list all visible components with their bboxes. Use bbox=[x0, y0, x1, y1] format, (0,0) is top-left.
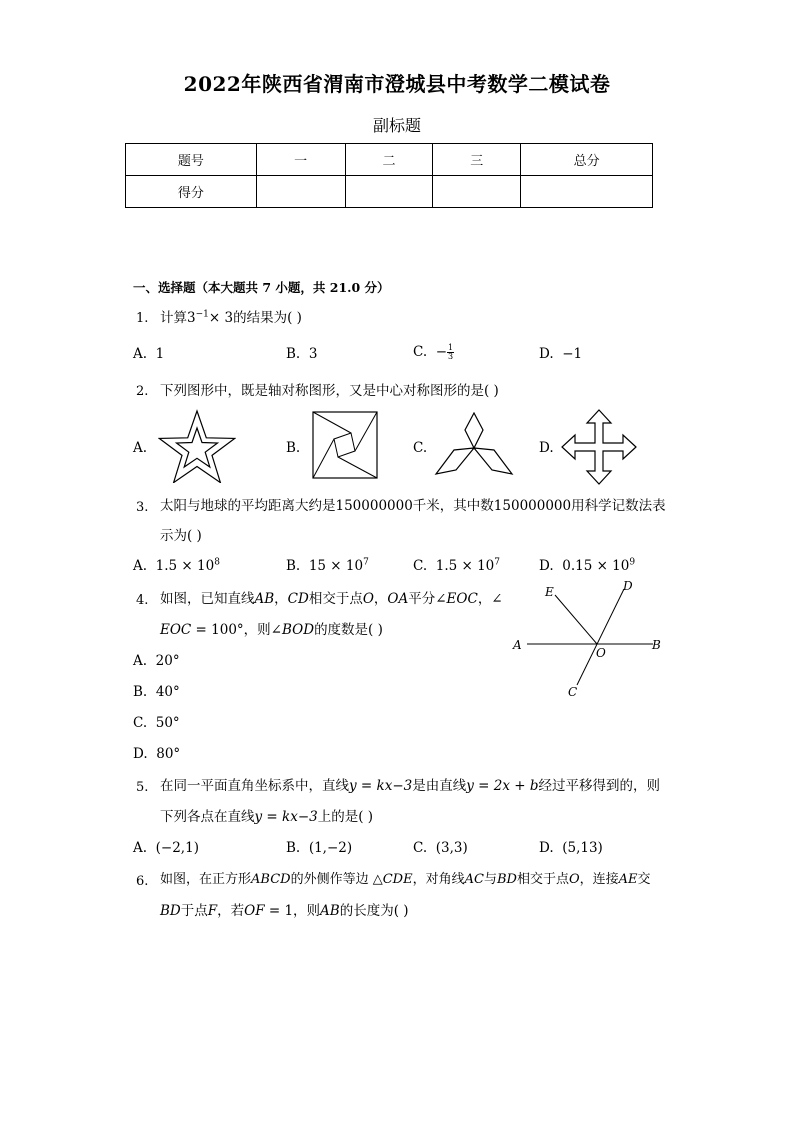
page-title: 2022年陕西省渭南市澄城县中考数学二模试卷 bbox=[183, 72, 611, 96]
q1-base: 3 bbox=[187, 310, 196, 326]
option-d: D. 80° bbox=[133, 746, 181, 762]
score-cell bbox=[521, 176, 653, 208]
score-table-header-cell: 一 bbox=[256, 144, 345, 176]
three-rhombus-figure bbox=[434, 412, 514, 476]
section-heading: 一、选择题（本大题共 7 小题，共 21.0 分） bbox=[133, 280, 390, 295]
option-d: D. bbox=[539, 440, 554, 456]
option-b: B. 3 bbox=[286, 346, 318, 362]
square-pinwheel-figure bbox=[312, 411, 378, 479]
four-arrow-figure bbox=[561, 409, 637, 485]
option-b: B. bbox=[286, 440, 301, 456]
q1-exponent: −1 bbox=[195, 309, 209, 320]
option-a: A. $1.5 \times 10^8$ bbox=[133, 557, 220, 574]
label-c: C bbox=[568, 685, 578, 699]
label-a: A bbox=[513, 638, 522, 652]
score-table-score-row bbox=[126, 176, 653, 208]
label-d: D bbox=[623, 579, 633, 593]
star-figure bbox=[158, 409, 236, 483]
q1-prefix: 计算 bbox=[160, 310, 187, 326]
score-table-header-cell: 三 bbox=[433, 144, 521, 176]
option-a: A. 20° bbox=[133, 653, 180, 669]
score-table-header-cell: 二 bbox=[345, 144, 433, 176]
option-d: D. −1 bbox=[539, 346, 583, 362]
score-row-label: 得分 bbox=[126, 176, 257, 208]
option-c: C. 50° bbox=[133, 715, 180, 731]
option-c: C. (3,3) bbox=[413, 840, 468, 856]
option-b: B. 40° bbox=[133, 684, 180, 700]
question-number: 5. bbox=[136, 780, 149, 795]
question-number: 3. bbox=[136, 500, 149, 515]
question-number: 2. bbox=[136, 384, 149, 399]
option-b: B. $15 \times 10^7$ bbox=[286, 557, 369, 574]
option-c: C. $1.5 \times 10^7$ bbox=[413, 557, 501, 574]
label-e: E bbox=[545, 585, 554, 599]
option-d: D. $0.15 \times 10^9$ bbox=[539, 557, 636, 574]
option-c: C. − $\frac{1}{3}$ bbox=[413, 343, 454, 361]
question-4-line-1: 如图，已知直线AB，CD相交于点O，OA平分∠EOC，∠ bbox=[160, 591, 503, 607]
option-a: A. bbox=[133, 440, 148, 456]
question-4-line-2: EOC = 100°，则∠BOD的度数是( ) bbox=[160, 622, 383, 638]
option-d: D. (5,13) bbox=[539, 840, 603, 856]
question-3-line-2: 示为( ) bbox=[160, 528, 202, 544]
option-b: B. (1,−2) bbox=[286, 840, 353, 856]
score-table-header-cell: 题号 bbox=[126, 144, 257, 176]
question-1-text bbox=[160, 310, 302, 326]
label-o: O bbox=[596, 646, 606, 660]
angle-figure bbox=[505, 575, 675, 705]
question-5-line-2: 下列各点在直线y = kx−3上的是( ) bbox=[160, 809, 374, 825]
label-b: B bbox=[652, 638, 661, 652]
question-number: 6. bbox=[136, 874, 149, 889]
score-table-header-row bbox=[126, 144, 653, 176]
option-a: A. (−2,1) bbox=[133, 840, 199, 856]
question-6-line-1: 如图，在正方形ABCD的外侧作等边 △CDE，对角线AC与BD相交于点O，连接AE交 bbox=[160, 872, 651, 887]
question-number: 1. bbox=[136, 311, 149, 326]
question-number: 4. bbox=[136, 593, 149, 608]
fraction: $\frac{1}{3}$ bbox=[448, 343, 454, 361]
question-2-text: 下列图形中，既是轴对称图形，又是中心对称图形的是( ) bbox=[160, 383, 499, 399]
score-cell bbox=[345, 176, 433, 208]
score-cell bbox=[256, 176, 345, 208]
page-subtitle: 副标题 bbox=[372, 116, 421, 135]
q1-suffix: × 3的结果为( ) bbox=[208, 310, 302, 326]
score-table bbox=[125, 143, 653, 208]
question-6-line-2: BD于点F，若OF = 1，则AB的长度为( ) bbox=[160, 903, 409, 919]
option-c: C. bbox=[413, 440, 428, 456]
question-5-line-1: 在同一平面直角坐标系中，直线y = kx−3是由直线y = 2x + b经过平移得到的，则 bbox=[160, 778, 660, 794]
question-3-line-1: 太阳与地球的平均距离大约是150000000千米，其中数150000000用科学记数法表 bbox=[160, 498, 666, 514]
option-a: A. 1 bbox=[133, 346, 165, 362]
score-table-header-cell: 总分 bbox=[521, 144, 653, 176]
score-cell bbox=[433, 176, 521, 208]
